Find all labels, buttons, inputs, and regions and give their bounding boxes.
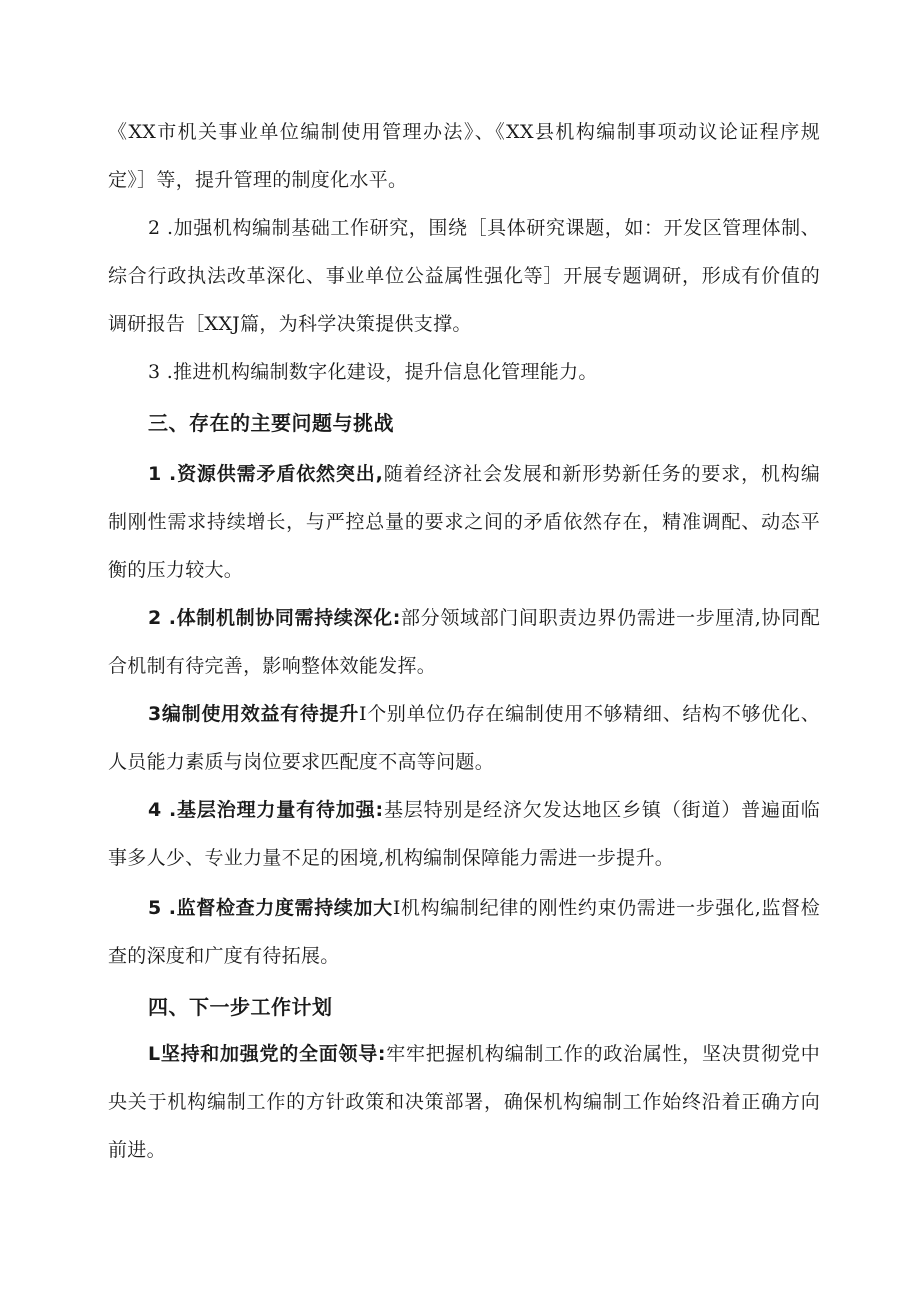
issue-title-1: 1 .资源供需矛盾依然突出,: [148, 463, 384, 485]
issue-title-3: 3编制使用效益有待提升: [148, 703, 359, 725]
issue-item-5: [108, 884, 820, 980]
issue-item-3: [108, 690, 820, 786]
section-heading-plan: 四、下一步工作计划: [148, 995, 333, 1019]
paragraph-research: 2 .加强机构编制基础工作研究，围绕［具体研究课题，如：开发区管理体制、综合行政执法改革深化、事业单位公益属性强化等］开展专题调研，形成有价值的调研报告［XXJ篇，为科学决策提供支撑。: [108, 217, 820, 335]
issue-body-1: 随着经济社会发展和新形势新任务的要求，机构编制刚性需求持续增长，与严控总量的要求之间的矛盾依然存在，精准调配、动态平衡的压力较大。: [108, 463, 820, 581]
plan-title-1: L坚持和加强党的全面领导:: [148, 1043, 386, 1065]
issue-body-2: 部分领域部门间职责边界仍需进一步厘清,协同配合机制有待完善，影响整体效能发挥。: [108, 607, 820, 677]
issue-item-4: [108, 786, 820, 882]
issue-title-4: 4 .基层治理力量有待加强:: [148, 799, 384, 821]
issue-title-5: 5 .监督检查力度需持续加大: [148, 897, 393, 919]
issue-body-4: 基层特别是经济欠发达地区乡镇（街道）普遍面临事多人少、专业力量不足的困境,机构编制保障能力需进一步提升。: [108, 799, 820, 869]
paragraph-regulations: 《XX市机关事业单位编制使用管理办法》、《XX县机构编制事项动议论证程序规定》］等，提升管理的制度化水平。: [108, 121, 820, 191]
section-heading-problems: 三、存在的主要问题与挑战: [148, 411, 394, 435]
issue-body-3: I个别单位仍存在编制使用不够精细、结构不够优化、人员能力素质与岗位要求匹配度不高等问题。: [108, 703, 820, 773]
plan-body-1: 牢牢把握机构编制工作的政治属性，坚决贯彻党中央关于机构编制工作的方针政策和决策部署，确保机构编制工作始终沿着正确方向前进。: [108, 1043, 820, 1161]
issue-item-2: [108, 594, 820, 690]
issue-item-1: [108, 450, 820, 594]
paragraph-digital: 3 .推进机构编制数字化建设，提升信息化管理能力。: [148, 361, 598, 383]
issue-title-2: 2 .体制机制协同需持续深化:: [148, 607, 401, 629]
plan-item-1: [108, 1030, 820, 1174]
issue-body-5: I机构编制纪律的刚性约束仍需进一步强化,监督检查的深度和广度有待拓展。: [108, 897, 820, 967]
